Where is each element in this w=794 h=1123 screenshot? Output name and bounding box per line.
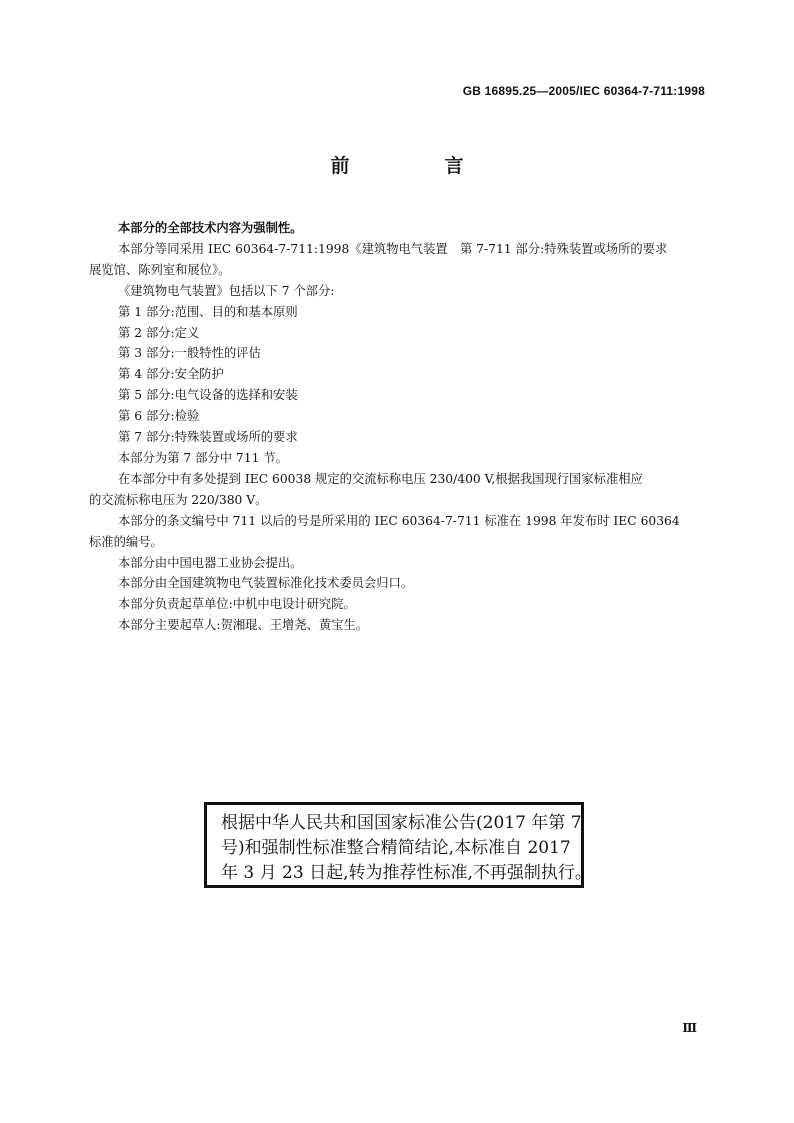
- notice-line: 根据中华人民共和国国家标准公告(2017 年第 7: [221, 813, 582, 833]
- paragraph-voltage: 在本部分中有多处提到 IEC 60038 规定的交流标称电压 230/400 V,根据我国现行国家标准相应: [118, 471, 643, 486]
- paragraph-adoption: 本部分等同采用 IEC 60364-7-711:1998《建筑物电气装置 第 7-711 部分:特殊装置或场所的要求: [118, 241, 668, 256]
- notice-line: 号)和强制性标准整合精简结论,本标准自 2017: [221, 838, 571, 858]
- list-item-part-7: 第 7 部分:特殊装置或场所的要求: [118, 430, 298, 445]
- paragraph-mandatory-note: 本部分的全部技术内容为强制性。: [118, 221, 303, 235]
- list-item-part-2: 第 2 部分:定义: [118, 325, 200, 340]
- list-item-part-3: 第 3 部分:一般特性的评估: [118, 346, 261, 361]
- notice-line: 年 3 月 23 日起,转为推荐性标准,不再强制执行。: [221, 863, 592, 883]
- list-item-part-4: 第 4 部分:安全防护: [118, 367, 224, 382]
- list-item-part-1: 第 1 部分:范围、目的和基本原则: [118, 304, 298, 319]
- paragraph-drafting-unit: 本部分负责起草单位:中机中电设计研究院。: [118, 597, 356, 612]
- paragraph-voltage-cont: 的交流标称电压为 220/380 V。: [89, 492, 268, 507]
- paragraph-parts-intro: 《建筑物电气装置》包括以下 7 个部分:: [118, 283, 335, 298]
- paragraph-adoption-cont: 展览馆、陈列室和展位》。: [89, 262, 231, 277]
- paragraph-numbering-cont: 标准的编号。: [89, 534, 163, 549]
- paragraph-section-scope: 本部分为第 7 部分中 711 节。: [118, 450, 288, 465]
- page-title: 前 言: [330, 155, 502, 177]
- status-notice-box: [204, 802, 592, 888]
- page-number: Ⅲ: [682, 1021, 697, 1035]
- standard-code: GB 16895.25—2005/IEC 60364-7-711:1998: [462, 84, 705, 98]
- paragraph-drafters: 本部分主要起草人:贺湘琨、王增尧、黄宝生。: [118, 618, 369, 633]
- paragraph-committee: 本部分由全国建筑物电气装置标准化技术委员会归口。: [118, 576, 414, 591]
- foreword-body: [89, 218, 705, 636]
- paragraph-numbering: 本部分的条文编号中 711 以后的号是所采用的 IEC 60364-7-711 标准在 1998 年发布时 IEC 60364: [118, 513, 680, 528]
- list-item-part-6: 第 6 部分:检验: [118, 409, 200, 424]
- paragraph-proposer: 本部分由中国电器工业协会提出。: [118, 555, 303, 570]
- list-item-part-5: 第 5 部分:电气设备的选择和安装: [118, 388, 298, 403]
